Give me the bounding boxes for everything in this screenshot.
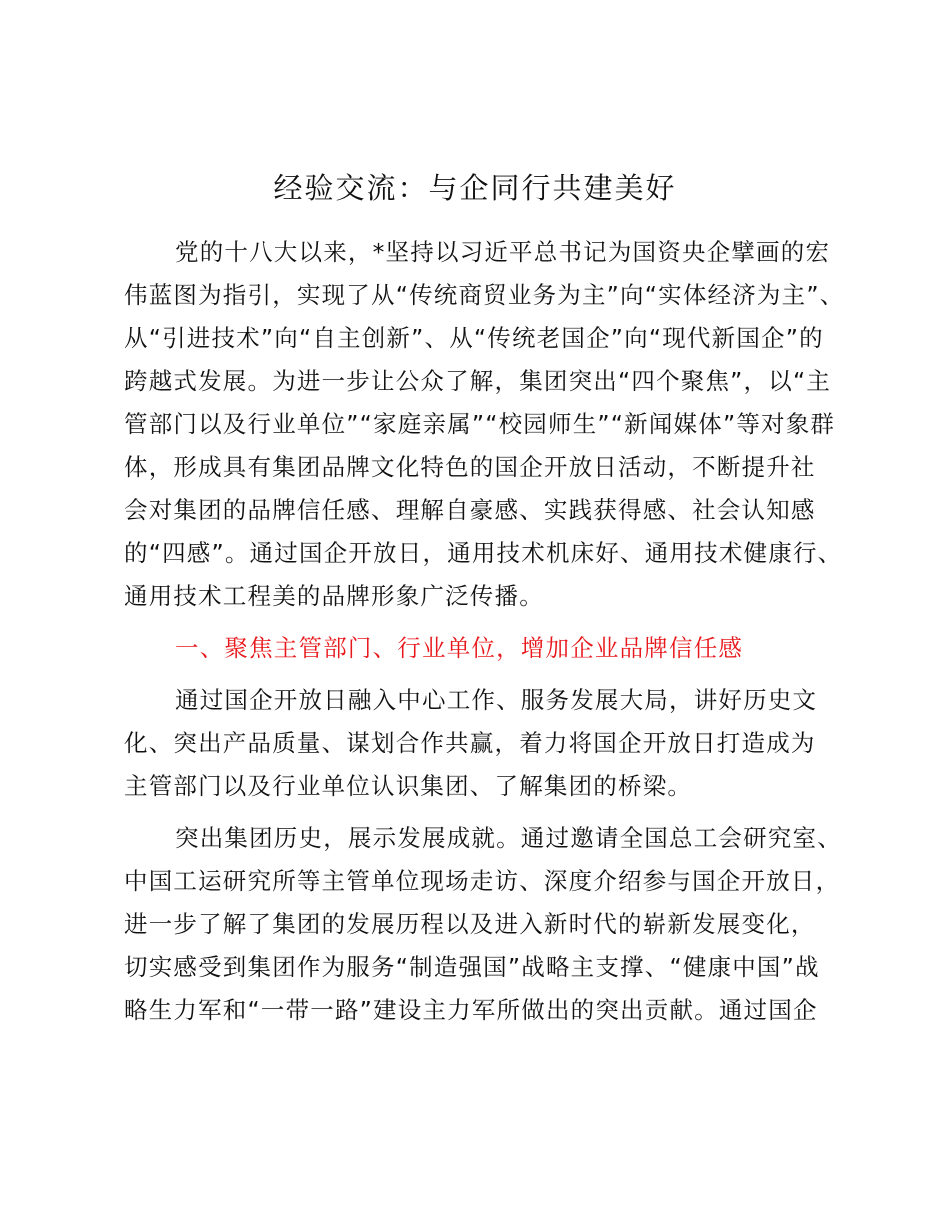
paragraph-1-line-6: 体，形成具有集团品牌文化特色的国企开放日活动，不断提升社 (124, 453, 816, 481)
paragraph-3-line-5: 略生力军和“一带一路”建设主力军所做出的突出贡献。通过国企 (124, 996, 818, 1024)
paragraph-1-line-5: 管部门以及行业单位”“家庭亲属”“校园师生”“新闻媒体”等对象群 (124, 410, 836, 438)
paragraph-2-line-3: 主管部门以及行业单位认识集团、了解集团的桥梁。 (124, 772, 693, 800)
paragraph-2-line-2: 化、突出产品质量、谋划合作共赢，着力将国企开放日打造成为 (124, 729, 816, 757)
paragraph-2-line-1: 通过国企开放日融入中心工作、服务发展大局，讲好历史文 (175, 686, 818, 714)
paragraph-3-line-2: 中国工运研究所等主管单位现场走访、深度介绍参与国企开放日， (124, 867, 841, 895)
paragraph-1-line-3: 从“引进技术”向“自主创新”、从“传统老国企”向“现代新国企”的 (124, 324, 824, 352)
paragraph-1-line-9: 通用技术工程美的品牌形象广泛传播。 (124, 582, 544, 610)
paragraph-3-line-3: 进一步了解了集团的发展历程以及进入新时代的崭新发展变化， (124, 910, 816, 938)
section-heading-1: 一、聚焦主管部门、行业单位，增加企业品牌信任感 (175, 634, 744, 662)
paragraph-3-line-4: 切实感受到集团作为服务“制造强国”战略主支撑、“健康中国”战 (124, 953, 820, 981)
document-title: 经验交流：与企同行共建美好 (273, 171, 677, 205)
paragraph-1-line-7: 会对集团的品牌信任感、理解自豪感、实践获得感、社会认知感 (124, 496, 816, 524)
paragraph-1-line-1: 党的十八大以来，*坚持以习近平总书记为国资央企擘画的宏 (175, 238, 831, 266)
paragraph-1-line-8: 的“四感”。通过国企开放日，通用技术机床好、通用技术健康行、 (124, 539, 843, 567)
paragraph-1-line-2: 伟蓝图为指引，实现了从“传统商贸业务为主”向“实体经济为主”、 (124, 281, 845, 309)
paragraph-1-line-4: 跨越式发展。为进一步让公众了解，集团突出“四个聚焦”，以“主 (124, 367, 832, 395)
paragraph-3-line-1: 突出集团历史，展示发展成就。通过邀请全国总工会研究室、 (175, 824, 842, 852)
